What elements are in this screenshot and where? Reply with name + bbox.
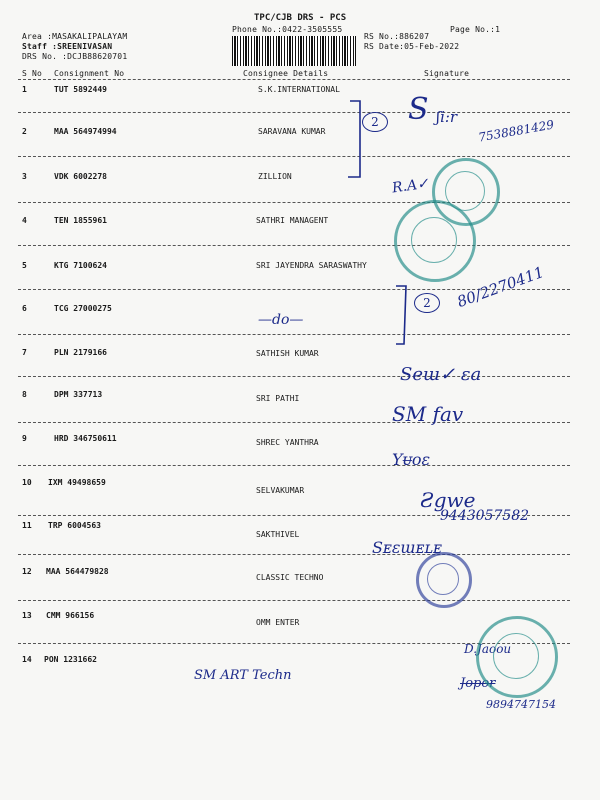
row-divider — [18, 334, 570, 335]
handwritten-phone-10: 9443057582 — [440, 508, 530, 524]
row-consignee: SATHRI MANAGENT — [256, 216, 329, 225]
row-sno: 14 — [22, 655, 32, 664]
row-sno: 5 — [22, 261, 27, 270]
row-sno: 1 — [22, 85, 27, 94]
omm-stamp — [476, 616, 558, 698]
page-number: Page No.:1 — [450, 25, 501, 34]
row-sno: 6 — [22, 304, 27, 313]
column-header-sno: S No — [22, 69, 43, 78]
row-consignee: ZILLION — [258, 172, 292, 181]
table-row — [0, 567, 600, 587]
column-header-consignee: Consignee Details — [243, 69, 329, 78]
row-consignee: SRI JAYENDRA SARASWATHY — [256, 261, 367, 270]
signature-row-7: Seɯ✓ ɛa — [400, 364, 482, 385]
row-divider — [18, 112, 570, 113]
row-consignee: S.K.INTERNATIONAL — [258, 85, 340, 94]
table-row — [0, 216, 600, 236]
table-row — [0, 478, 600, 498]
handwritten-phone-14: 9894747154 — [486, 698, 556, 711]
drs-number: DRS No. :DCJB88620701 — [22, 52, 128, 61]
sathri-stamp — [394, 200, 476, 282]
row-consignment: TCG 27000275 — [54, 304, 112, 313]
rs-number: RS No.:886207 — [364, 32, 430, 41]
row-sno: 8 — [22, 390, 27, 399]
row-consignment: TUT 5892449 — [54, 85, 107, 94]
signature-scribble: ʃi:r — [436, 108, 458, 126]
row-consignee: SELVAKUMAR — [256, 486, 305, 495]
table-row — [0, 348, 600, 368]
row-consignee: SRI PATHI — [256, 394, 300, 403]
row-divider — [18, 600, 570, 601]
signature-row-14: Jopor — [460, 676, 496, 691]
row-consignment: DPM 337713 — [54, 390, 103, 399]
circled-count-mark-2: 2 — [414, 293, 440, 313]
ditto-mark: —do— — [258, 312, 304, 328]
row-consignee: CLASSIC TECHNO — [256, 573, 324, 582]
staff-label: Staff :SREENIVASAN — [22, 42, 113, 51]
row-consignee: SHREC YANTHRA — [256, 438, 319, 447]
table-row — [0, 390, 600, 410]
bracket-mark — [340, 95, 400, 185]
row-sno: 13 — [22, 611, 32, 620]
signature-row-3: R.A✓ — [391, 175, 430, 197]
header-divider — [18, 79, 570, 80]
barcode — [232, 36, 356, 66]
handwritten-consignee-14: SM ART Techn — [194, 668, 292, 683]
row-consignee: SAKTHIVEL — [256, 530, 300, 539]
signature-row-13: D.Jaoou — [464, 642, 512, 656]
signature-row-10: Ƨgwe — [420, 488, 476, 512]
row-consignee: SARAVANA KUMAR — [258, 127, 326, 136]
row-divider — [18, 422, 570, 423]
row-consignment: MAA 564974994 — [54, 127, 117, 136]
table-row — [0, 521, 600, 541]
row-consignee: SATHISH KUMAR — [256, 349, 319, 358]
row-sno: 9 — [22, 434, 27, 443]
row-consignee: OMM ENTER — [256, 618, 300, 627]
document-title: TPC/CJB DRS - PCS — [254, 13, 347, 23]
phone-number: Phone No.:0422-3505555 — [232, 25, 343, 34]
row-consignment: TRP 6004563 — [48, 521, 101, 530]
row-sno: 12 — [22, 567, 32, 576]
row-consignment: PON 1231662 — [44, 655, 97, 664]
row-consignment: KTG 7100624 — [54, 261, 107, 270]
row-consignment: IXM 49498659 — [48, 478, 106, 487]
row-consignment: TEN 1855961 — [54, 216, 107, 225]
table-row — [0, 434, 600, 454]
signature-row-8: SM fav — [392, 402, 464, 426]
rs-date: RS Date:05-Feb-2022 — [364, 42, 460, 51]
row-sno: 11 — [22, 521, 32, 530]
row-consignment: PLN 2179166 — [54, 348, 107, 357]
signature-row-11: Sᴇɛɯᴇʟᴇ — [372, 538, 442, 557]
area-label: Area :MASAKALIPALAYAM — [22, 32, 128, 41]
table-row — [0, 172, 600, 192]
row-consignment: VDK 6002278 — [54, 172, 107, 181]
row-divider — [18, 156, 570, 157]
row-divider — [18, 376, 570, 377]
row-consignment: CMM 966156 — [46, 611, 95, 620]
row-divider — [18, 554, 570, 555]
row-sno: 7 — [22, 348, 27, 357]
bracket-mark-2 — [392, 280, 422, 350]
row-sno: 2 — [22, 127, 27, 136]
row-consignment: HRD 346750611 — [54, 434, 117, 443]
column-header-signature: Signature — [424, 69, 470, 78]
signature-row-1: S — [408, 92, 429, 127]
row-consignment: MAA 564479828 — [46, 567, 109, 576]
circled-count-mark: 2 — [362, 112, 388, 132]
handwritten-phone-1: 7538881429 — [477, 117, 555, 145]
row-sno: 10 — [22, 478, 32, 487]
classic-stamp — [416, 552, 472, 608]
row-sno: 4 — [22, 216, 27, 225]
signature-row-9: Yᵾᴏɛ — [392, 450, 431, 469]
column-header-consignment: Consignment No — [54, 69, 125, 78]
handwritten-note-row-5: 80/2270411 — [454, 262, 547, 312]
row-sno: 3 — [22, 172, 27, 181]
row-divider — [18, 245, 570, 246]
row-divider — [18, 465, 570, 466]
table-row — [0, 85, 600, 105]
